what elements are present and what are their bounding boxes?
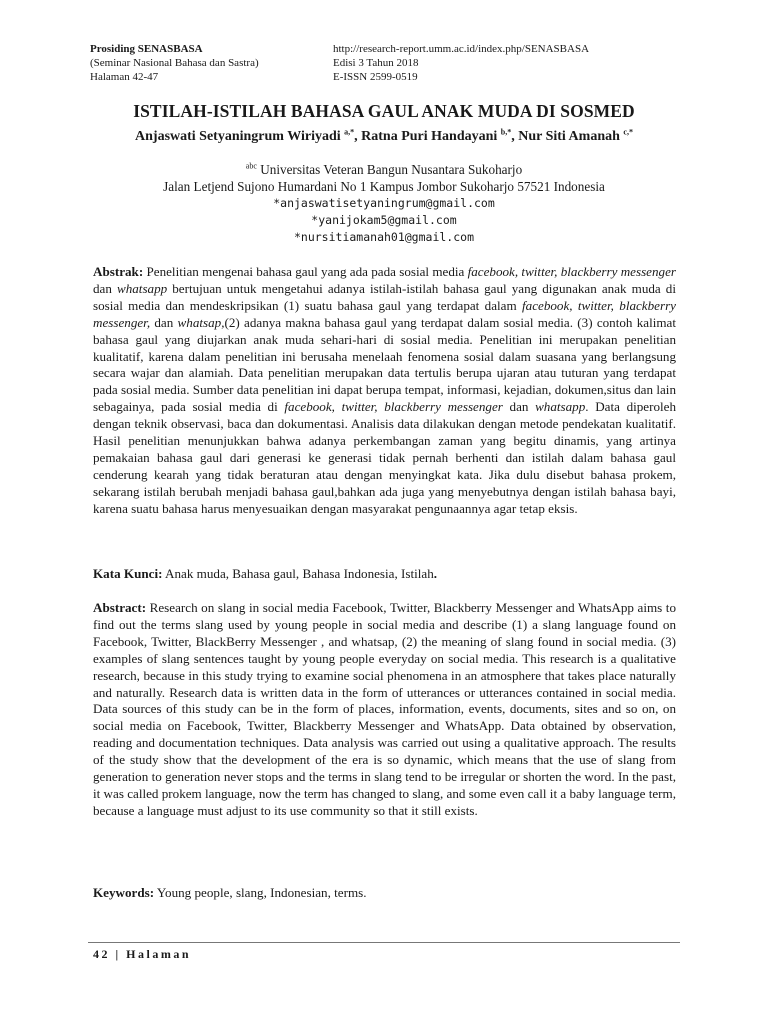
email-link[interactable]: *nursitiamanah01@gmail.com xyxy=(293,230,474,244)
kata-kunci-paragraph: Kata Kunci: Anak muda, Bahasa gaul, Bahasa Indonesia, Istilah. xyxy=(93,566,438,581)
proceedings-name: Prosiding SENASBASA xyxy=(90,43,203,55)
header-left xyxy=(90,42,330,84)
paper-title: ISTILAH-ISTILAH BAHASA GAUL ANAK MUDA DI SOSMED xyxy=(133,101,635,121)
seminar-name: (Seminar Nasional Bahasa dan Sastra) xyxy=(90,57,259,69)
author-name: Nur Siti Amanah xyxy=(518,129,620,144)
edition: Edisi 3 Tahun 2018 xyxy=(333,57,419,69)
header-right xyxy=(333,42,653,84)
affil-mark: abc xyxy=(245,161,257,171)
page-footer: 42 | Halaman xyxy=(93,947,191,961)
keywords-paragraph: Keywords: Young people, slang, Indonesian, terms. xyxy=(93,885,367,900)
author-affil-mark: b,* xyxy=(500,127,512,137)
author-name: Ratna Puri Handayani xyxy=(361,129,498,144)
footer-label: Halaman xyxy=(126,947,191,961)
affiliation-block xyxy=(0,161,768,246)
institution: Universitas Veteran Bangun Nusantara Sukoharjo xyxy=(260,162,523,177)
footer-divider xyxy=(88,942,680,943)
journal-url[interactable]: http://research-report.umm.ac.id/index.php/SENASBASA xyxy=(333,43,590,55)
author-affil-mark: c,* xyxy=(623,127,633,137)
kata-kunci-label: Kata Kunci: xyxy=(93,566,163,581)
author-affil-mark: a,* xyxy=(344,127,355,137)
address: Jalan Letjend Sujono Humardani No 1 Kampus Jombor Sukoharjo 57521 Indonesia xyxy=(163,179,605,194)
email-link[interactable]: *anjaswatisetyaningrum@gmail.com xyxy=(273,196,495,210)
page-number: 42 xyxy=(93,947,110,961)
abstract-label: Abstract: xyxy=(93,600,147,615)
abstract-paragraph: Abstract: Research on slang in social media Facebook, Twitter, Blackberry Messenger and WhatsApp aims to find out the terms slang used by young people in social media and describe (1) a slang language found on Facebook, Twitter, BlackBerry Messenger , and whatsap, (2) the meaning of slang found in social media. (3) examples of slang sentences taught by young people everyday on social media. This research is a qualitative research, because in this study trying to examine social phenomena in an atmosphere that takes place naturally and naturally. Research data is written data in the form of utterances or utterances contained in social media. Data sources of this study can be in the form of places, information, events, documents, sites and so on, on social media on Facebook, Twitter, Blackberry Messenger and WhatsApp. Data obtained by observation, reading and documentation techniques. Data analysis was carried out using a qualitative approach. The results of the study show that the development of the era is so dynamic, which means that the use of slang from generation to generation never stops and the terms in slang tend to be irregular or shorten the word. In the past, it was called prokem language, now the term has changed to slang, and some even call it a baby language term, because a language must adjust to its use community so that it still exists. xyxy=(93,600,676,818)
email-link[interactable]: *yanijokam5@gmail.com xyxy=(311,213,457,227)
abstrak-paragraph: Abstrak: Penelitian mengenai bahasa gaul yang ada pada sosial media facebook, twitter, blackberry messenger dan whatsapp bertujuan untuk mengetahui adanya istilah-istilah bahasa gaul yang digunakan anak muda di sosial media dan mendeskripsikan (1) suatu bahasa gaul yang terdapat dalam facebook, twitter, blackberry messenger, dan whatsap,(2) adanya makna bahasa gaul yang terdapat dalam sosial media. (3) contoh kalimat bahasa gaul yang diujarkan anak muda sehari-hari di sosial media. Penelitian ini merupakan penelitian kualitatif, karena dalam penelitian ini berusaha menelaah fenomena sosial dalam suasana yang berlangsung secara wajar dan alamiah. Data penelitian merupakan data tertulis berupa ujaran atau tuturan yang terdapat pada sosial media. Sumber data penelitian ini dapat berupa tempat, informasi, kejadian, dokumen,situs dan lain sebagainya, pada sosial media di facebook, twitter, blackberry messenger dan whatsapp. Data diperoleh dengan teknik observasi, baca dan dokumentasi. Analisis data dilakukan dengan metode pendekatan kualitatif. Hasil penelitian menunjukkan bahwa adanya perkembangan zaman yang begitu dinamis, yang artinya pemakaian bahasa gaul dari generasi ke generasi tidak pernah berhenti dan istilah dalam bahasa gaul cenderung kearah yang tidak beraturan atau dengan menyingkat kata. Jika dulu disebut bahasa prokem, sekarang istilah berubah menjadi bahasa gaul,bahkan ada juga yang menyebutnya dengan istilah bahasa bayi, karena suatu bahasa harus menyesuaikan dengan masyarakat pengunaannya agar tetap eksis. xyxy=(93,264,677,516)
author-list: Anjaswati Setyaningrum Wiriyadi $^{a,*}$, Ratna Puri Handayani $^{b,*}$, Nur Siti Amanah $^{c,*}$ xyxy=(135,127,633,144)
page-range: Halaman 42-47 xyxy=(90,71,159,83)
keywords-label: Keywords: xyxy=(93,885,155,900)
issn: E-ISSN 2599-0519 xyxy=(333,71,418,83)
abstrak-label: Abstrak: xyxy=(93,264,144,279)
author-name: Anjaswati Setyaningrum Wiriyadi xyxy=(135,129,341,144)
